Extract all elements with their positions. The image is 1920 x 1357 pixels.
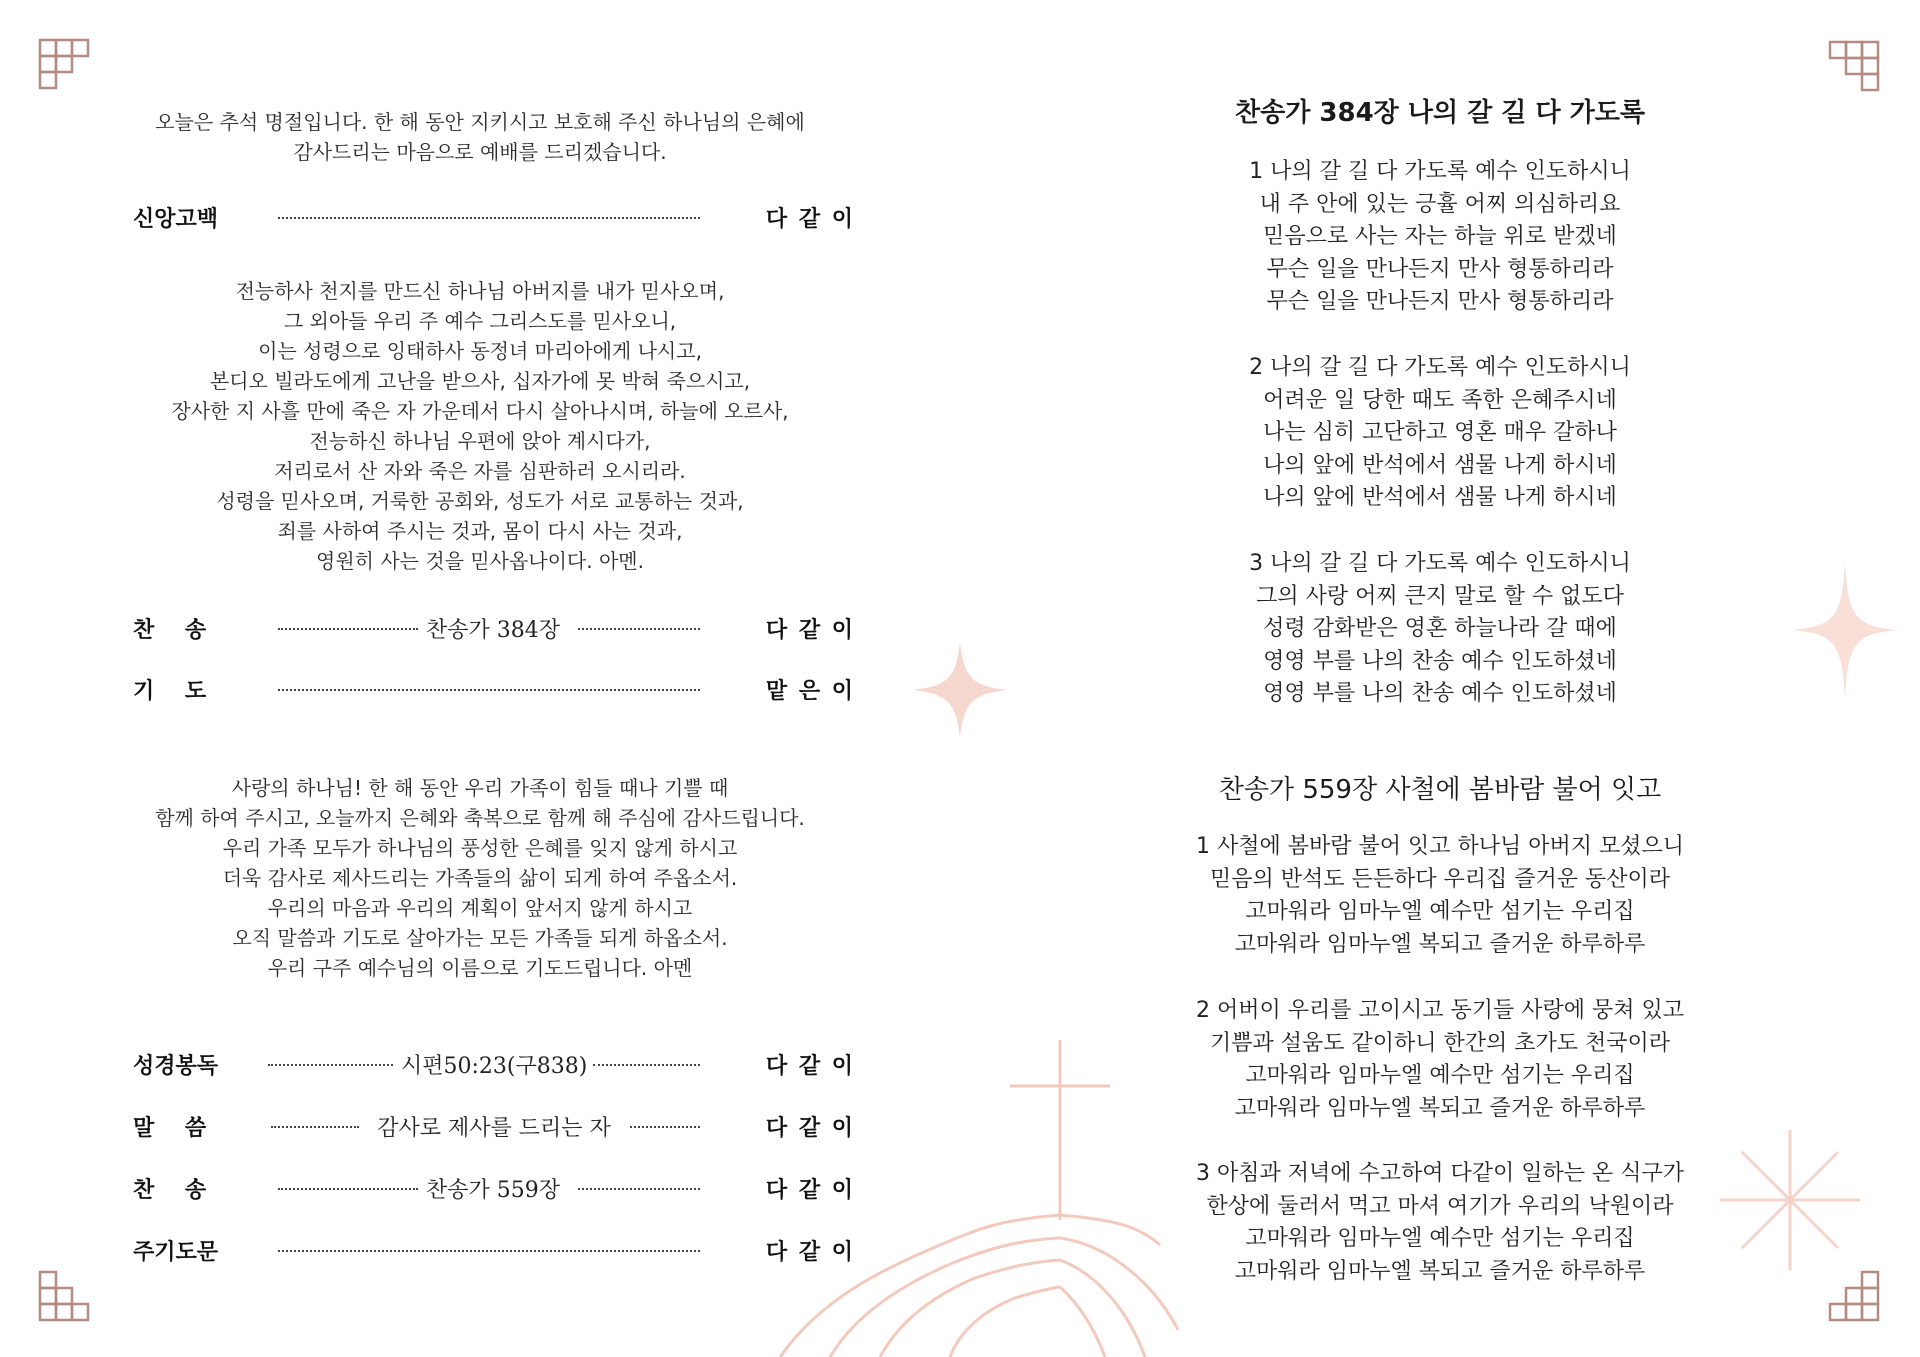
- lyric-line: 고마워라 임마누엘 예수만 섬기는 우리집: [1245, 1226, 1635, 1251]
- leader-dots: [278, 1248, 700, 1252]
- lyric-line: 한상에 둘러서 먹고 마셔 여기가 우리의 낙원이라: [1206, 1193, 1674, 1219]
- leader-dots: [278, 215, 700, 219]
- lyric-line: 그의 사랑 어찌 큰지 말로 할 수 없도다: [1256, 583, 1624, 609]
- order-creed: [133, 202, 855, 236]
- creed-line: 저리로서 산 자와 죽은 자를 심판하러 오시리라.: [274, 459, 686, 483]
- leader-dots: [278, 626, 418, 630]
- order-label: 기 도: [133, 679, 207, 704]
- lyric-line: 내 주 안에 있는 긍휼 어찌 의심하리요: [1259, 191, 1621, 217]
- intro-paragraph: [0, 107, 960, 167]
- lyric-line: 고마워라 임마누엘 예수만 섬기는 우리집: [1245, 1063, 1635, 1088]
- intro-line: 오늘은 추석 명절입니다. 한 해 동안 지키시고 보호해 주신 하나님의 은혜에: [155, 110, 805, 134]
- leader-dots: [630, 1124, 700, 1128]
- order-detail: 찬송가 559장: [426, 1178, 560, 1203]
- lyric-line: 2 나의 갈 길 다 가도록 예수 인도하시니: [1249, 355, 1631, 380]
- prayer-line: 우리 구주 예수님의 이름으로 기도드립니다. 아멘: [267, 956, 693, 980]
- lyric-line: 영영 부를 나의 찬송 예수 인도하셨네: [1263, 681, 1617, 706]
- order-lords-prayer: [133, 1235, 855, 1269]
- grid-corner-icon: [1828, 40, 1882, 94]
- prayer-text: [0, 773, 960, 983]
- order-label: 주기도문: [133, 1240, 219, 1265]
- creed-line: 영원히 사는 것을 믿사옵나이다. 아멘.: [316, 549, 644, 573]
- hymn-559-verse-1: [960, 831, 1920, 961]
- lyric-line: 나는 심히 고단하고 영혼 매우 갈하나: [1263, 420, 1617, 445]
- grid-corner-icon: [38, 38, 92, 92]
- prayer-line: 우리의 마음과 우리의 계획이 앞서지 않게 하시고: [267, 896, 693, 920]
- prayer-line: 우리 가족 모두가 하나님의 풍성한 은혜를 잊지 않게 하시고: [222, 836, 738, 860]
- prayer-line: 함께 하여 주시고, 오늘까지 은혜와 축복으로 함께 해 주심에 감사드립니다.: [155, 806, 805, 830]
- lyric-line: 3 나의 갈 길 다 가도록 예수 인도하시니: [1249, 551, 1631, 576]
- order-leader: 다 같 이: [765, 1240, 855, 1265]
- order-leader: 다 같 이: [765, 1116, 855, 1141]
- lyric-line: 2 어버이 우리를 고이시고 동기들 사랑에 뭉쳐 있고: [1196, 998, 1684, 1023]
- order-leader: 다 같 이: [765, 1054, 855, 1079]
- prayer-line: 더욱 감사로 제사드리는 가족들의 삶이 되게 하여 주옵소서.: [222, 866, 738, 890]
- right-page: [960, 0, 1920, 1357]
- hymn-384-verse-2: [960, 352, 1920, 515]
- hymn-559-verse-3: [960, 1158, 1920, 1288]
- lyric-line: 기쁨과 설움도 같이하니 한간의 초가도 천국이라: [1209, 1030, 1670, 1056]
- order-leader: 맡 은 이: [765, 679, 855, 704]
- lyric-line: 1 사철에 봄바람 불어 잇고 하나님 아버지 모셨으니: [1196, 834, 1684, 859]
- lyric-line: 나의 앞에 반석에서 샘물 나게 하시네: [1263, 485, 1617, 510]
- hymn-384-verse-1: [960, 156, 1920, 319]
- lyric-line: 고마워라 임마누엘 복되고 즐거운 하루하루: [1234, 1258, 1646, 1284]
- intro-line: 감사드리는 마음으로 예배를 드리겠습니다.: [293, 140, 667, 164]
- lyric-line: 나의 앞에 반석에서 샘물 나게 하시네: [1263, 452, 1617, 478]
- order-detail: 찬송가 384장: [426, 618, 560, 643]
- creed-text: [0, 276, 960, 576]
- hymn-559-verse-2: [960, 995, 1920, 1125]
- lyric-line: 무슨 일을 만나든지 만사 형통하리라: [1266, 256, 1614, 282]
- leader-dots: [268, 1062, 393, 1066]
- lyric-line: 성령 감화받은 영혼 하늘나라 갈 때에: [1263, 616, 1617, 641]
- hymn-384-title: 찬송가 384장 나의 갈 길 다 가도록: [1235, 98, 1645, 128]
- order-label: 신앙고백: [133, 207, 219, 232]
- order-leader: 다 같 이: [765, 1178, 855, 1203]
- leader-dots: [593, 1062, 700, 1066]
- lyric-line: 고마워라 임마누엘 예수만 섬기는 우리집: [1245, 899, 1635, 924]
- leader-dots: [578, 1186, 700, 1190]
- leader-dots: [578, 626, 700, 630]
- prayer-line: 오직 말씀과 기도로 살아가는 모든 가족들 되게 하옵소서.: [232, 926, 728, 950]
- creed-line: 전능하신 하나님 우편에 앉아 계시다가,: [309, 429, 651, 453]
- creed-line: 장사한 지 사흘 만에 죽은 자 가운데서 다시 살아나시며, 하늘에 오르사,: [171, 399, 789, 423]
- creed-line: 성령을 믿사오며, 거룩한 공회와, 성도가 서로 교통하는 것과,: [216, 489, 744, 513]
- lyric-line: 고마워라 임마누엘 복되고 즐거운 하루하루: [1234, 931, 1646, 957]
- order-scripture: [133, 1049, 855, 1083]
- order-detail: 감사로 제사를 드리는 자: [377, 1116, 611, 1141]
- order-hymn-1: [133, 613, 855, 647]
- order-prayer: [133, 674, 855, 708]
- lyric-line: 고마워라 임마누엘 복되고 즐거운 하루하루: [1234, 1095, 1646, 1121]
- order-sermon: [133, 1111, 855, 1145]
- leader-dots: [278, 1186, 418, 1190]
- order-label: 말 씀: [133, 1116, 207, 1141]
- order-label: 찬 송: [133, 618, 207, 643]
- order-detail: 시편50:23(구838): [401, 1054, 588, 1079]
- grid-corner-icon: [38, 1270, 92, 1324]
- leader-dots: [271, 1124, 359, 1128]
- lyric-line: 1 나의 갈 길 다 가도록 예수 인도하시니: [1249, 159, 1631, 184]
- lyric-line: 믿음의 반석도 든든하다 우리집 즐거운 동산이라: [1209, 866, 1670, 892]
- creed-line: 본디오 빌라도에게 고난을 받으사, 십자가에 못 박혀 죽으시고,: [209, 369, 751, 393]
- order-leader: 다 같 이: [765, 618, 855, 643]
- creed-line: 이는 성령으로 잉태하사 동정녀 마리아에게 나시고,: [258, 339, 702, 363]
- order-leader: 다 같 이: [765, 207, 855, 232]
- creed-line: 죄를 사하여 주시는 것과, 몸이 다시 사는 것과,: [277, 519, 683, 543]
- order-label: 성경봉독: [133, 1054, 219, 1079]
- lyric-line: 어려운 일 당한 때도 족한 은혜주시네: [1263, 387, 1617, 413]
- creed-line: 그 외아들 우리 주 예수 그리스도를 믿사오니,: [283, 309, 677, 333]
- lyric-line: 무슨 일을 만나든지 만사 형통하리라: [1266, 289, 1614, 314]
- lyric-line: 영영 부를 나의 찬송 예수 인도하셨네: [1263, 648, 1617, 674]
- lyric-line: 믿음으로 사는 자는 하늘 위로 받겠네: [1263, 224, 1617, 249]
- leader-dots: [278, 687, 700, 691]
- hymn-384-verse-3: [960, 548, 1920, 711]
- lyric-line: 3 아침과 저녁에 수고하여 다같이 일하는 온 식구가: [1196, 1161, 1684, 1186]
- order-hymn-2: [133, 1173, 855, 1207]
- hymn-559-title: 찬송가 559장 사철에 봄바람 불어 잇고: [1218, 775, 1662, 805]
- order-label: 찬 송: [133, 1178, 207, 1203]
- prayer-line: 사랑의 하나님! 한 해 동안 우리 가족이 힘들 때나 기쁠 때: [231, 776, 729, 800]
- creed-line: 전능하사 천지를 만드신 하나님 아버지를 내가 믿사오며,: [235, 279, 725, 303]
